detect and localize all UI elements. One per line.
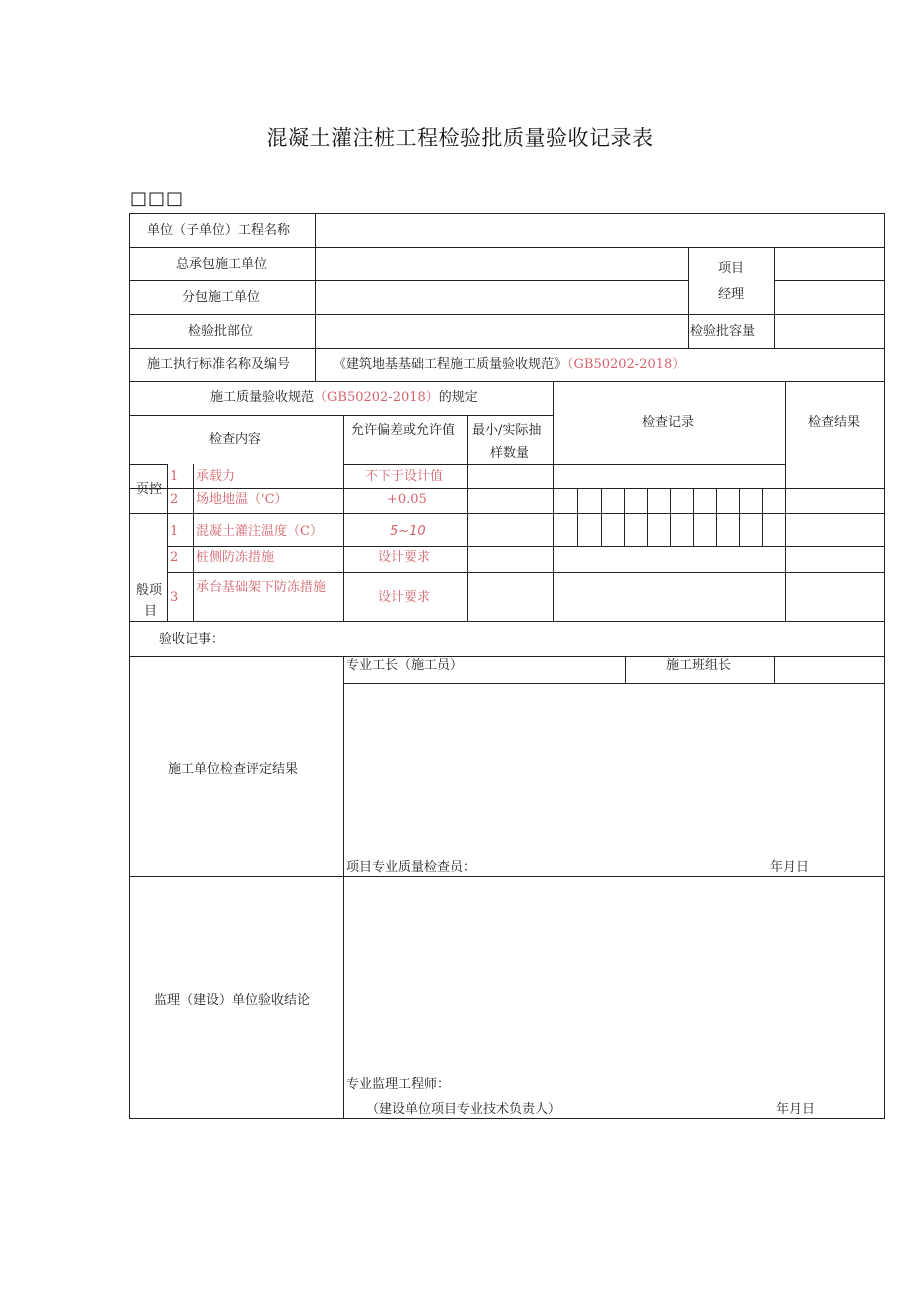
grid-line	[129, 415, 554, 416]
grid-line	[129, 348, 885, 349]
supervision-owner-rep-label: （建设单位项目专业技术负责人）	[366, 1102, 562, 1117]
unit-name-label: 单位（子单位）工程名称	[147, 223, 291, 238]
grid-line	[785, 381, 786, 622]
grid-line	[647, 488, 648, 547]
standard-label: 施工执行标准名称及编号	[147, 357, 291, 372]
spec-heading	[210, 390, 478, 406]
grid-line	[625, 656, 626, 684]
sample-header-1: 最小/实际抽	[472, 423, 542, 438]
grid-line	[762, 488, 763, 547]
acceptance-notes-label: 验收记事：	[159, 632, 225, 647]
construction-date: 年月日	[770, 860, 810, 875]
grid-line	[315, 213, 316, 382]
grid-line	[343, 656, 344, 1119]
grid-line	[601, 488, 602, 547]
main-item-1-name: 承载力	[196, 469, 236, 484]
main-item-2-no: 2	[170, 492, 179, 507]
project-manager-label-1: 项目	[718, 261, 745, 276]
grid-line	[129, 488, 885, 489]
grid-line	[774, 656, 775, 684]
grid-line	[193, 464, 194, 622]
inspection-capacity-label: 检验批容量	[690, 324, 756, 339]
spec-suffix: 的规定	[438, 390, 478, 405]
main-item-2-name: 场地地温（'C）	[196, 492, 288, 507]
main-item-1-value: 不下于设计值	[365, 469, 444, 484]
grid-line	[129, 621, 885, 622]
supervision-conclusion-label: 监理（建设）单位验收结论	[154, 993, 311, 1008]
project-manager-label-2: 经理	[718, 287, 745, 302]
standard-value	[333, 357, 685, 373]
spec-prefix: 施工质量验收规范	[210, 390, 315, 405]
general-item-2-name: 桩侧防冻措施	[196, 550, 275, 565]
inspection-part-label: 检验批部位	[188, 324, 254, 339]
main-control-label: 页控	[136, 482, 163, 497]
check-content-header: 检查内容	[209, 432, 262, 447]
grid-line	[167, 464, 168, 622]
grid-line	[129, 1118, 885, 1119]
grid-line	[467, 415, 468, 622]
grid-line	[774, 280, 885, 281]
main-item-1-no: 1	[170, 469, 179, 484]
grid-line	[553, 464, 786, 465]
grid-line	[343, 683, 885, 684]
grid-line	[129, 381, 885, 382]
grid-line	[688, 247, 689, 349]
grid-line	[739, 488, 740, 547]
general-item-1-no: 1	[170, 524, 179, 539]
grid-line	[553, 381, 554, 622]
construction-foreman-label: 专业工长（施工员）	[346, 658, 464, 673]
construction-inspector-label: 项目专业质量检查员：	[346, 860, 477, 875]
grid-line	[167, 546, 885, 547]
sample-header-2: 样数量	[490, 446, 530, 461]
general-items-label-1: 般项	[136, 583, 163, 598]
spec-code: （GB50202-2018）	[314, 390, 439, 405]
grid-line	[624, 488, 625, 547]
general-item-3-name: 承台基础架下防冻措施	[196, 580, 327, 595]
grid-line	[129, 513, 885, 514]
grid-line	[693, 488, 694, 547]
general-item-2-value: 设计要求	[378, 550, 431, 565]
check-result-header: 检查结果	[808, 415, 861, 430]
grid-line	[129, 464, 168, 465]
check-record-header: 检查记录	[642, 415, 695, 430]
grid-line	[129, 876, 885, 877]
standard-value-code: （GB50202-2018）	[567, 357, 686, 372]
general-item-3-no: 3	[170, 590, 179, 605]
grid-line	[129, 280, 689, 281]
main-item-2-value: +0.05	[387, 492, 427, 507]
grid-line	[716, 488, 717, 547]
tolerance-header: 允许偏差或允许值	[351, 423, 456, 438]
general-item-3-value: 设计要求	[378, 590, 431, 605]
supervision-engineer-label: 专业监理工程师：	[346, 1077, 451, 1092]
general-contractor-label: 总承包施工单位	[176, 257, 268, 272]
grid-line	[774, 247, 775, 349]
grid-line	[343, 464, 554, 465]
grid-line	[670, 488, 671, 547]
grid-line	[343, 415, 344, 622]
general-item-1-name: 混凝土灌注温度（C）	[196, 524, 323, 539]
construction-result-label: 施工单位检查评定结果	[168, 762, 299, 777]
page-title: 混凝土灌注桩工程检验批质量验收记录表	[266, 126, 654, 150]
construction-team-leader-label: 施工班组长	[666, 658, 732, 673]
grid-line	[167, 572, 885, 573]
subcontractor-label: 分包施工单位	[182, 290, 261, 305]
supervision-date: 年月日	[776, 1102, 816, 1117]
grid-line	[129, 247, 885, 248]
general-item-2-no: 2	[170, 550, 179, 565]
general-item-1-value: 5~10	[390, 524, 426, 539]
standard-value-main: 《建筑地基基础工程施工质量验收规范》	[333, 357, 568, 372]
grid-line	[129, 213, 885, 214]
general-items-label-2: 目	[144, 604, 158, 619]
form-code: □□□	[130, 188, 185, 209]
grid-line	[577, 488, 578, 547]
grid-line	[129, 314, 885, 315]
grid-line	[129, 656, 885, 657]
